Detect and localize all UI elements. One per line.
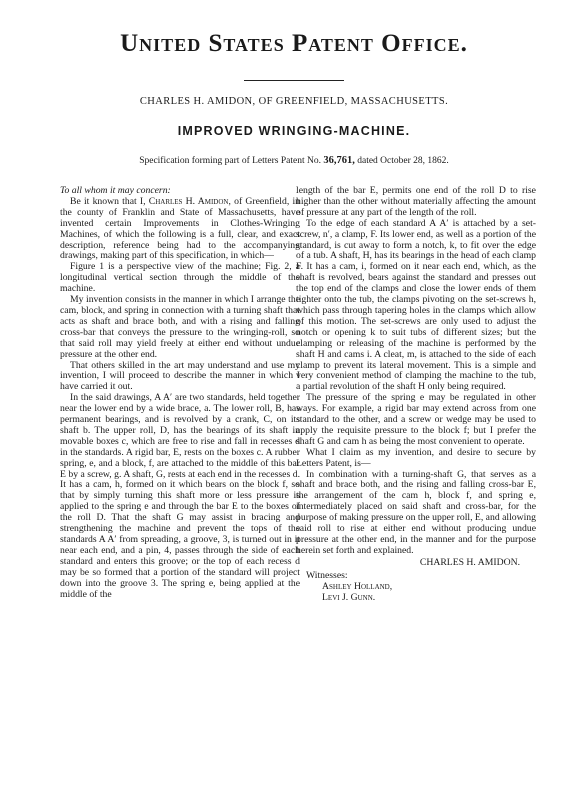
paragraph: The pressure of the spring e may be regulated in other ways. For example, a rigid bar may extend across from one standard to the other, and a screw or wedge may be used to apply the requisite pressure to the block f; but I prefer the shaft G and cam h as being the most convenient to operate. bbox=[296, 392, 536, 447]
paragraph: Figure 1 is a perspective view of the machine; Fig. 2, a longitudinal vertical section through the middle of the machine. bbox=[60, 261, 300, 295]
paragraph: To the edge of each standard A A′ is attached by a set-screw, n′, a clamp, F. Its lower end, as well as a portion of the standard, is cut away to form a notch, k, to fit over the edge of a tub. A shaft, H, has its bearings in the head of each clamp F. It has a cam, i, formed on it near each end, which, as the shaft is revolved, bears against the standard and presses out the top end of the clamps and close the lower ends of them tighter onto the tub, the clamps pivoting on the set-screws h, which pass through tapering holes in the clamps which allow of this motion. The set-screws are only used to adjust the notch or opening k to suit tubs of different sizes; but the clamping or releasing of the machine is performed by the shaft H and cams i. A cleat, m, is attached to the side of each clamp to prevent its lateral movement. This is a simple and very convenient method of clamping the machine to the tub, a partial revolution of the shaft H only being required. bbox=[296, 217, 536, 393]
intro-rest: of Greenfield, in the county of Franklin and State of Massachusetts, have invented certain Improvements in Clothes-Wringing Machines, of which the following is a full, clear, and exact description, reference being had to the accompanying drawings, making part of this specification, in which— bbox=[60, 195, 300, 262]
invention-title: IMPROVED WRINGING-MACHINE. bbox=[177, 124, 411, 138]
office-title: United States Patent Office. bbox=[120, 30, 468, 57]
witnesses-label: Witnesses: bbox=[306, 569, 348, 581]
paragraph: My invention consists in the manner in which I arrange the cam, block, and spring in connection with a turning shaft that acts as shaft and brace both, and with a rising and falling cross-bar that conveys the pressure to the wringing-roll, so that said roll may yield freely at either end without undue pressure at the other end. bbox=[60, 294, 300, 360]
paragraph: That others skilled in the art may understand and use my invention, I will proceed to describe the manner in which I have carried it out. bbox=[60, 359, 300, 393]
salutation: To all whom it may concern: bbox=[60, 186, 171, 196]
paragraph: length of the bar E, permits one end of the roll D to rise higher than the other without materially affecting the amount of pressure at any part of the length of the roll. bbox=[296, 186, 536, 218]
inventor-line: CHARLES H. AMIDON, OF GREENFIELD, MASSACHUSETTS. bbox=[139, 96, 449, 107]
inventor-signature: CHARLES H. AMIDON. bbox=[419, 556, 520, 568]
right-column bbox=[296, 186, 536, 786]
left-column bbox=[60, 186, 300, 786]
paragraph: In the said drawings, A A′ are two standards, held together near the lower end by a wide brace, a. The lower roll, B, has permanent bearings, and is revolved by a crank, C, on its shaft b. The upper roll, D, has the bearings of its shaft in movable boxes c, which are free to rise and fall in recesses d in the standards. A rigid bar, E, rests on the boxes c. A rubber spring, e, and a block, f, are attached to the middle of this bar E by a screw, g. A shaft, G, rests at each end in the recesses d. It has a cam, h, formed on it which bears on the block f, so that by simply turning this shaft more or less pressure is applied to the spring e and through the bar E to the boxes of the roll D. That the shaft G may assist in bracing and strengthening the machine and prevent the tops of the standards A A′ from spreading, a groove, 3, is turned out in it near each end, and a pin, 4, passes through the side of each standard and enters this groove; or the top of each recess d may be so formed that a portion of the standard will project down into the groove 3. The spring e, being applied at the middle of the bbox=[60, 392, 300, 600]
inventor-name: Charles H. Amidon, bbox=[148, 195, 231, 207]
patent-number: 36,761, bbox=[323, 155, 355, 166]
title-rule bbox=[244, 80, 344, 81]
intro-text: Be it known that I, bbox=[70, 195, 146, 207]
spec-prefix: Specification forming part of Letters Patent No. bbox=[139, 156, 321, 166]
specification-line bbox=[0, 155, 588, 166]
witness-name: Levi J. Gunn. bbox=[322, 591, 376, 603]
spec-suffix: dated October 28, 1862. bbox=[357, 156, 449, 166]
paragraph bbox=[60, 197, 300, 262]
paragraph: What I claim as my invention, and desire to secure by Letters Patent, is— bbox=[296, 446, 536, 469]
witness-name: Ashley Holland, bbox=[322, 580, 393, 592]
claim-paragraph: In combination with a turning-shaft G, that serves as a shaft and brace both, and the rising and falling cross-bar E, the arrangement of the cam h, block f, and spring e, intermediately placed on said shaft and cross-bar, for the purpose of making pressure on the upper roll, E, and allowing said roll to rise at either end without producing undue pressure at the other end, in the manner and for the purpose herein set forth and explained. bbox=[296, 468, 536, 556]
